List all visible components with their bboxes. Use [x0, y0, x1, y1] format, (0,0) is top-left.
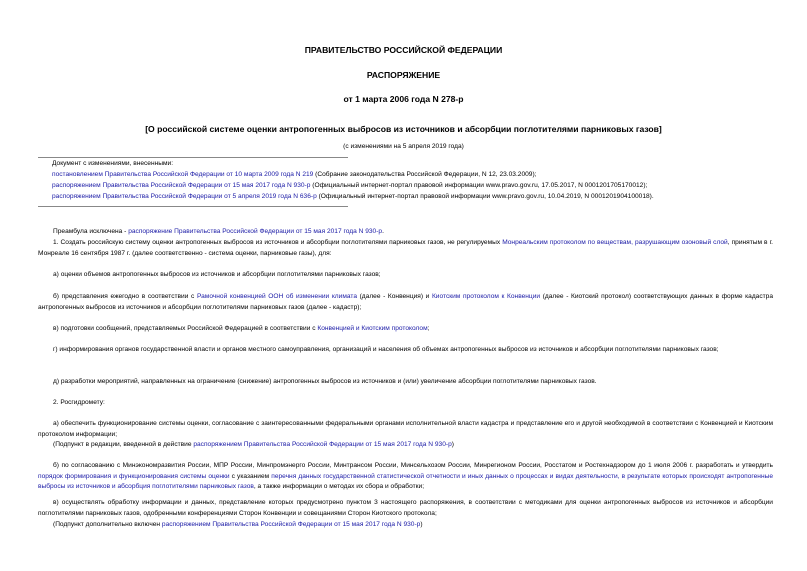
preamble-link[interactable]: распоряжение Правительства Российской Федерации от 15 мая 2017 года N 930-р [128, 228, 383, 235]
paragraph-2a-note [38, 440, 773, 451]
paragraph-1g: г) информирования органов государственной власти и органов местного самоуправления, организаций и населения об объемах антропогенных выбросов из источников и абсорбции поглотителями парниковых газов; [53, 346, 719, 353]
change-item [52, 170, 772, 181]
p1-text-end: , принятым в г. Монреале 16 сентября 1987 г. (далее соответственно - система оценки, парниковые газы), для: [38, 239, 773, 257]
kyoto-protocol-link[interactable]: Киотским протоколом к Конвенции [431, 293, 541, 300]
changes-intro: Документ с изменениями, внесенными: [52, 160, 174, 167]
p1-text: 1. Создать российскую систему оценки антропогенных выбросов из источников и абсорбции поглотителями парниковых газов, не регулируемых [53, 239, 503, 246]
statistics-list-link[interactable]: перечня данных государственной статистической отчетности и иных данных о процессах и видах деятельности, в результате которых происходят антропогенные выбросы из источников и абсорбция поглотителями парниковых газов [38, 472, 773, 491]
paragraph-2v: в) осуществлять обработку информации и данных, представление которых предусмотрено пунктом 3 настоящего распоряжения, в соответствии с методиками для оценки антропогенных выбросов из источников и абсорбции поглотителями парниковых газов, одобренными конференциями Сторон Конвенции и совещаниями Сторон Киотского протокола; [38, 499, 773, 517]
preamble-text: Преамбула исключена - [53, 228, 129, 235]
change-link-3[interactable]: распоряжением Правительства Российской Федерации от 5 апреля 2019 года N 636-р [52, 193, 317, 200]
change-text-1: (Собрание законодательства Российской Федерации, N 12, 23.03.2009); [313, 171, 537, 178]
pb-text-2: (далее - Конвенция) и [357, 293, 432, 300]
p2b-text-2: с указанием [229, 472, 272, 480]
p2v-note-link[interactable]: распоряжением Правительства Российской Федерации от 15 мая 2017 года N 930-р [161, 521, 421, 528]
paragraph-1d: д) разработки мероприятий, направленных на ограничение (снижение) антропогенных выбросов из источников и (или) увеличение абсорбции поглотителями парниковых газов. [53, 378, 597, 385]
change-link-2[interactable]: распоряжением Правительства Российской Федерации от 15 мая 2017 года N 930-р [52, 182, 311, 189]
system-procedure-link[interactable]: порядок формирования и функционирования системы оценки [38, 472, 230, 480]
p2v-note-text: (Подпункт дополнительно включен [53, 521, 162, 528]
convention-kyoto-link[interactable]: Конвенцией и Киотским протоколом [317, 325, 428, 332]
change-text-2: (Официальный интернет-портал правовой информации www.pravo.gov.ru, 17.05.2017, N 0001201705170012); [310, 182, 648, 189]
paragraph-2: 2. Росгидромету: [53, 399, 105, 406]
pv-text-2: ; [427, 325, 430, 332]
pb-text-3: (далее - Киотский протокол) соответствующих данных в форме кадастра антропогенных выбросов из источников и абсорбции поглотителями парниковых газов (далее - кадастр); [38, 293, 774, 311]
paragraph-1v [38, 324, 773, 335]
p2v-note-end: ) [420, 521, 423, 528]
pv-text-1: в) подготовки сообщений, представляемых Российской Федерацией в соответствии с [53, 325, 318, 332]
paragraph-1 [38, 238, 773, 259]
divider-top [38, 157, 348, 158]
paragraph-2v-note [38, 520, 773, 531]
revision-note: (с изменениями на 5 апреля 2019 года) [343, 143, 464, 150]
preamble-end: . [382, 228, 384, 235]
doc-date-heading: от 1 марта 2006 года N 278-р [343, 94, 464, 104]
p2b-text-3: , а также информации о методах их сбора и обработки; [253, 483, 425, 491]
p2a-note-text: (Подпункт в редакции, введенной в действие [53, 441, 194, 448]
p2b-text-1: б) по согласованию с Минэкономразвития России, МПР России, Минпромэнерго России, Минтрансом России, Минсельхозом России, Минрегионом России, Росстатом и Ростехнадзором до 1 июля 2006 г. разработать и утвердить [53, 462, 773, 469]
change-item [52, 181, 772, 192]
p2a-note-end: ) [451, 441, 454, 448]
doc-type-heading: РАСПОРЯЖЕНИЕ [366, 70, 441, 80]
org-heading: ПРАВИТЕЛЬСТВО РОССИЙСКОЙ ФЕДЕРАЦИИ [304, 45, 503, 55]
pb-text-1: б) представления ежегодно в соответствии с [53, 293, 197, 300]
change-text-3: (Официальный интернет-портал правовой информации www.pravo.gov.ru, 10.04.2019, N 0001201904100018). [316, 193, 654, 200]
preamble-paragraph [38, 227, 773, 238]
paragraph-1b [38, 292, 773, 313]
paragraph-1a: а) оценки объемов антропогенных выбросов из источников и абсорбции поглотителями парниковых газов; [53, 271, 381, 278]
climate-convention-link[interactable]: Рамочной конвенцией ООН об изменении климата [196, 293, 357, 300]
change-link-1[interactable]: постановлением Правительства Российской Федерации от 10 марта 2009 года N 219 [52, 171, 314, 178]
divider-bottom [38, 206, 348, 207]
paragraph-2a: а) обеспечить функционирование системы оценки, согласование с заинтересованными федеральными органами исполнительной власти кадастра и представление его и другой необходимой в соответствии с Конвенцией и Киотским протоколом информации; [38, 420, 773, 438]
change-item [52, 192, 772, 203]
paragraph-2b [38, 461, 773, 493]
doc-title: [О российской системе оценки антропогенных выбросов из источников и абсорбции поглотителями парниковых газов] [145, 124, 662, 134]
p2a-note-link[interactable]: распоряжением Правительства Российской Федерации от 15 мая 2017 года N 930-р [193, 441, 452, 448]
montreal-protocol-link[interactable]: Монреальским протоколом по веществам, разрушающим озоновый слой [502, 239, 728, 246]
